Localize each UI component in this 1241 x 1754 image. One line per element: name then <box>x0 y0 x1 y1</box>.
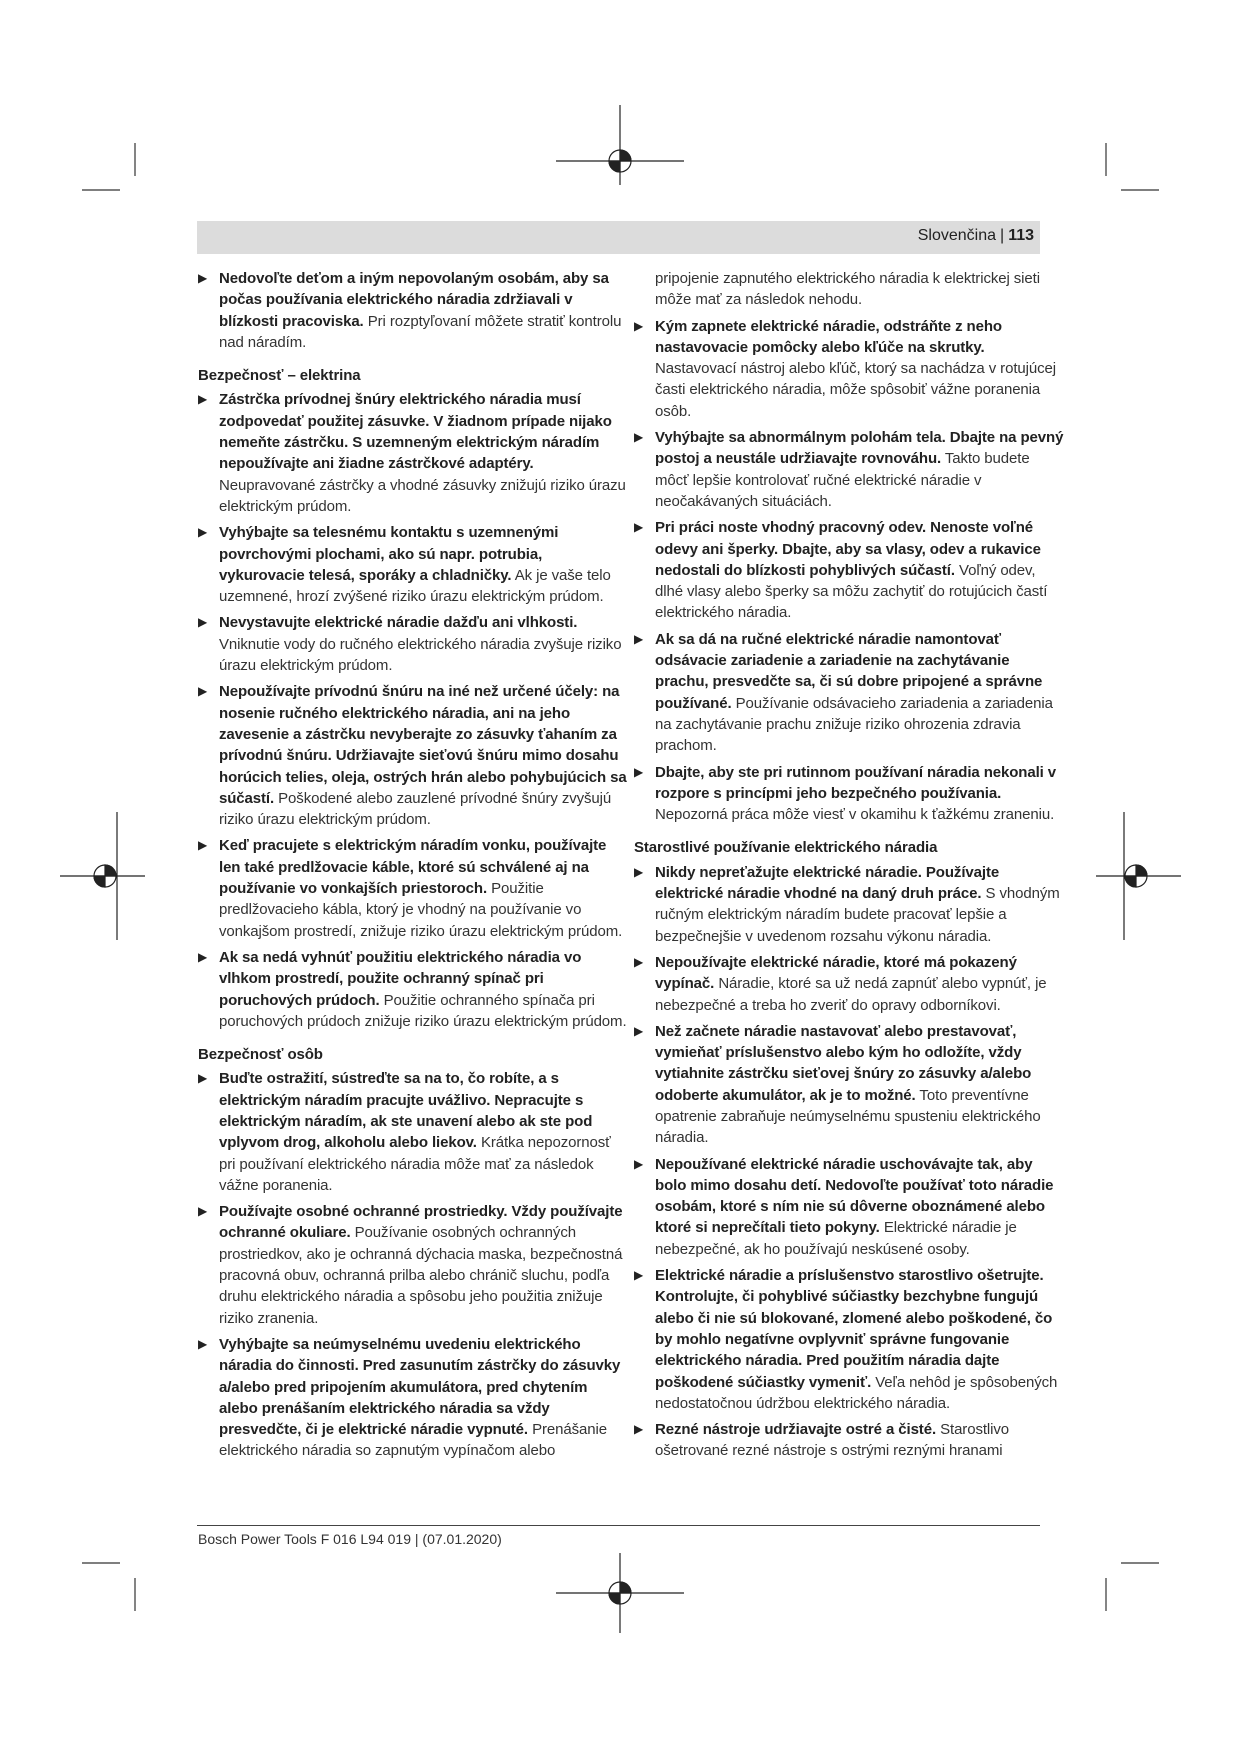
bullet-arrow-icon: ▶ <box>198 1071 208 1086</box>
item-normal-text: Používanie osobných ochranných prostriedkov, ako je ochranná dýchacia maska, bezpečnostná pracovná obuv, ochranná prilba alebo chránič sluchu, podľa druhu elektrického náradia a spôsobu jeho použitia znižuje riziko zranenia. <box>219 1224 623 1327</box>
bullet-arrow-icon: ▶ <box>634 430 644 445</box>
section-heading: Bezpečnosť – elektrina <box>198 367 361 385</box>
bullet-arrow-icon: ▶ <box>634 520 644 535</box>
item-bold-text: Ak sa dá na ručné elektrické náradie namontovať odsávacie zariadenie a zariadenie na zachytávanie prachu, presvedčte sa, či sú dobre pripojené a správne používané. <box>655 630 1043 712</box>
item-normal-text: Veľa nehôd je spôsobených nedostatočnou údržbou elektrického náradia. <box>655 1373 1058 1412</box>
safety-item <box>634 629 1064 757</box>
safety-item <box>198 522 628 607</box>
bullet-arrow-icon: ▶ <box>634 1422 644 1437</box>
bullet-arrow-icon: ▶ <box>634 864 644 879</box>
item-normal-text: Použitie ochranného spínača pri poruchových prúdoch znižuje riziko úrazu elektrickým prúdom. <box>219 991 627 1030</box>
item-normal-text: Neupravované zástrčky a vhodné zásuvky znižujú riziko úrazu elektrickým prúdom. <box>219 476 626 515</box>
safety-item <box>198 835 628 941</box>
item-bold-text: Keď pracujete s elektrickým náradím vonku, používajte len také predlžovacie káble, ktoré sú schválené aj na používanie vo vonkajších priestoroch. <box>219 837 607 898</box>
safety-item <box>634 862 1064 947</box>
page-header <box>197 221 1040 254</box>
item-bold-text: Nepoužívajte prívodnú šnúru na iné než určené účely: na nosenie ručného elektrického náradia, ani na jeho zavesenie a zástrčku nevyberajte zo zásuvky ťahaním za prívodnú šnúru. Udržiavajte sieťovú šnúru mimo dosahu horúcich telies, oleja, ostrých hrán alebo pohybujúcich sa súčastí. <box>219 683 627 807</box>
item-normal-text: Náradie, ktoré sa už nedá zapnúť alebo vypnúť, je nebezpečné a treba ho zveriť do opravy odborníkovi. <box>655 975 1047 1014</box>
item-bold-text: Pri práci noste vhodný pracovný odev. Nenoste voľné odevy ani šperky. Dbajte, aby sa vlasy, odev a rukavice nedostali do blízkosti pohyblivých súčastí. <box>655 519 1041 579</box>
item-normal-text: Pri rozptyľovaní môžete stratiť kontrolu nad náradím. <box>219 312 622 351</box>
bullet-arrow-icon: ▶ <box>634 1156 644 1171</box>
item-normal-text: Používanie odsávacieho zariadenia a zariadenia na zachytávanie prachu znižuje riziko ohrozenia zdravia prachom. <box>655 694 1053 755</box>
footer-text: Bosch Power Tools F 016 L94 019 | (07.01.2020) <box>198 1531 502 1547</box>
registration-mark-icon <box>556 1553 684 1633</box>
item-bold-text: Nedovoľte deťom a iným nepovolaným osobám, aby sa počas používania elektrického náradia zdržiavali v blízkosti pracoviska. <box>219 270 609 330</box>
safety-item <box>634 1154 1064 1260</box>
bullet-arrow-icon: ▶ <box>634 318 644 333</box>
item-normal-text: Vniknutie vody do ručného elektrického náradia zvyšuje riziko úrazu elektrickým prúdom. <box>219 635 622 675</box>
section-heading: Starostlivé používanie elektrického náradia <box>634 839 938 857</box>
safety-item <box>634 517 1064 623</box>
bullet-arrow-icon: ▶ <box>198 1336 208 1351</box>
item-bold-text: Nikdy nepreťažujte elektrické náradie. Používajte elektrické náradie vhodné na daný druh práce. <box>655 863 1000 903</box>
bullet-arrow-icon: ▶ <box>198 949 208 964</box>
item-bold-text: Kým zapnete elektrické náradie, odstráňte z neho nastavovacie pomôcky alebo kľúče na skrutky. <box>655 317 1002 356</box>
safety-item <box>634 1265 1064 1414</box>
safety-item <box>634 952 1064 1016</box>
item-bold-text: Nevystavujte elektrické náradie dažďu ani vlhkosti. <box>219 614 578 632</box>
registration-mark-icon <box>556 105 684 185</box>
bullet-arrow-icon: ▶ <box>198 615 208 630</box>
item-normal-text: Krátka nepozornosť pri používaní elektrického náradia môže mať za následok vážne poranenia. <box>219 1134 611 1194</box>
item-normal-text: Poškodené alebo zauzlené prívodné šnúry zvyšujú riziko úrazu elektrickým prúdom. <box>219 789 612 829</box>
item-bold-text: Vyhýbajte sa neúmyselnému uvedeniu elektrického náradia do činnosti. Pred zasunutím zástrčky do zásuvky a/alebo pred pripojením akumulátora, pred chytením alebo prenášaním elektrického náradia sa vždy presvedčte, či je elektrické náradie vypnuté. <box>219 1335 621 1439</box>
safety-item <box>634 316 1064 422</box>
item-normal-text: S vhodným ručným elektrickým náradím budete pracovať lepšie a bezpečnejšie v uvedenom rozsahu výkonu náradia. <box>655 885 1060 945</box>
safety-item <box>634 1419 1064 1462</box>
footer-rule <box>197 1525 1040 1526</box>
header-separator: | <box>1000 227 1005 244</box>
item-bold-text: Než začnete náradie nastavovať alebo prestavovať, vymieňať príslušenstvo alebo kým ho odložíte, vždy vytiahnite zástrčku sieťovej šnúry zo zásuvky a/alebo odoberte akumulátor, ak je to možné. <box>655 1022 1032 1104</box>
registration-mark-icon <box>1096 812 1181 940</box>
bullet-arrow-icon: ▶ <box>634 954 644 969</box>
item-normal-text: Starostlivo ošetrované rezné nástroje s ostrými reznými hranami <box>655 1421 1010 1460</box>
item-normal-text: Ak je vaše telo uzemnené, hrozí zvýšené riziko úrazu elektrickým prúdom. <box>219 566 611 606</box>
safety-item <box>198 1068 628 1196</box>
item-bold-text: Vyhýbajte sa telesnému kontaktu s uzemnenými povrchovými plochami, ako sú napr. potrubia, vykurovacie telesá, sporáky a chladničky. <box>219 524 559 584</box>
page-number: 113 <box>1008 227 1034 244</box>
left-column <box>198 268 628 1467</box>
safety-item <box>198 612 628 676</box>
bullet-arrow-icon: ▶ <box>198 838 208 853</box>
item-bold-text: Používajte osobné ochranné prostriedky. Vždy používajte ochranné okuliare. <box>219 1203 623 1242</box>
item-bold-text: Buďte ostražití, sústreďte sa na to, čo robíte, a s elektrickým náradím pracujte uvážlivo. Nepracujte s elektrickým náradím, ak ste unavení alebo ak ste pod vplyvom drog, alkoholu alebo liekov. <box>219 1070 593 1152</box>
item-bold-text: Nepoužívajte elektrické náradie, ktoré má pokazený vypínač. <box>655 953 1017 993</box>
bullet-arrow-icon: ▶ <box>634 1268 644 1283</box>
bullet-arrow-icon: ▶ <box>198 684 208 699</box>
item-bold-text: Nepoužívané elektrické náradie uschovávajte tak, aby bolo mimo dosahu detí. Nedovoľte používať toto náradie osobám, ktoré s ním nie sú dôverne oboznámené alebo ktoré si neprečítali tieto pokyny. <box>655 1155 1054 1237</box>
bullet-arrow-icon: ▶ <box>198 392 208 407</box>
item-bold-text: Ak sa nedá vyhnúť použitiu elektrického náradia vo vlhkom prostredí, použite ochranný spínač pri poruchových prúdoch. <box>219 948 582 1009</box>
item-normal-text: Toto preventívne opatrenie zabraňuje neúmyselnému spusteniu elektrického náradia. <box>655 1086 1041 1147</box>
continued-text: pripojenie zapnutého elektrického náradia k elektrickej sieti môže mať za následok nehodu. <box>655 270 1040 309</box>
safety-item <box>198 1334 628 1462</box>
safety-item <box>634 427 1064 512</box>
item-bold-text: Dbajte, aby ste pri rutinnom používaní náradia nekonali v rozpore s princípmi jeho bezpečného používania. <box>655 763 1057 802</box>
bullet-arrow-icon: ▶ <box>634 631 644 646</box>
section-heading: Bezpečnosť osôb <box>198 1046 323 1064</box>
item-normal-text: Elektrické náradie je nebezpečné, ak ho používajú neskúsené osoby. <box>655 1219 1017 1258</box>
bullet-arrow-icon: ▶ <box>198 271 208 285</box>
safety-item <box>198 268 628 353</box>
bullet-arrow-icon: ▶ <box>198 525 208 540</box>
bullet-arrow-icon: ▶ <box>634 1023 644 1038</box>
header-language: Slovenčina <box>917 227 997 244</box>
bullet-arrow-icon: ▶ <box>198 1204 208 1219</box>
item-bold-text: Vyhýbajte sa abnormálnym polohám tela. Dbajte na pevný postoj a neustále udržiavajte rovnováhu. <box>655 429 1064 468</box>
right-column <box>634 268 1064 1467</box>
item-bold-text: Zástrčka prívodnej šnúry elektrického náradia musí zodpovedať použitej zásuvke. V žiadnom prípade nijako nemeňte zástrčku. S uzemneným elektrickým náradím nepoužívajte ani žiadne zástrčkové adaptéry. <box>219 391 612 473</box>
item-normal-text: Nepozorná práca môže viesť v okamihu k ťažkému zraneniu. <box>655 806 1055 824</box>
safety-item <box>634 1021 1064 1149</box>
item-normal-text: Nastavovací nástroj alebo kľúč, ktorý sa nachádza v rotujúcej časti elektrického náradia, môže spôsobiť vážne poranenia osôb. <box>655 360 1056 420</box>
safety-item <box>198 389 628 517</box>
item-bold-text: Elektrické náradie a príslušenstvo starostlivo ošetrujte. Kontrolujte, či pohyblivé súčiastky bezchybne fungujú alebo či nie sú blokované, zlomené alebo poškodené, čo by mohlo negatívne ovplyvniť správne fungovanie elektrického náradia. Pred použitím náradia dajte poškodené súčiastky vymeniť. <box>655 1267 1053 1391</box>
item-bold-text: Rezné nástroje udržiavajte ostré a čisté. <box>655 1421 937 1439</box>
item-normal-text: Prenášanie elektrického náradia so zapnutým vypínačom alebo <box>219 1421 607 1460</box>
item-normal-text: Použitie predlžovacieho kábla, ktorý je vhodný na používanie vo vonkajšom prostredí, znižuje riziko úrazu elektrickým prúdom. <box>219 880 623 940</box>
registration-mark-icon <box>60 812 145 940</box>
header-label <box>918 227 1034 245</box>
safety-item <box>198 681 628 830</box>
safety-item <box>198 1201 628 1329</box>
bullet-arrow-icon: ▶ <box>634 764 644 779</box>
safety-item <box>634 762 1064 826</box>
item-normal-text: Takto budete môcť lepšie kontrolovať ručné elektrické náradie v neočakávaných situáciách. <box>655 450 1030 510</box>
safety-item <box>198 947 628 1032</box>
item-normal-text: Voľný odev, dlhé vlasy alebo šperky sa môžu zachytiť do rotujúcich častí elektrického náradia. <box>655 561 1048 622</box>
